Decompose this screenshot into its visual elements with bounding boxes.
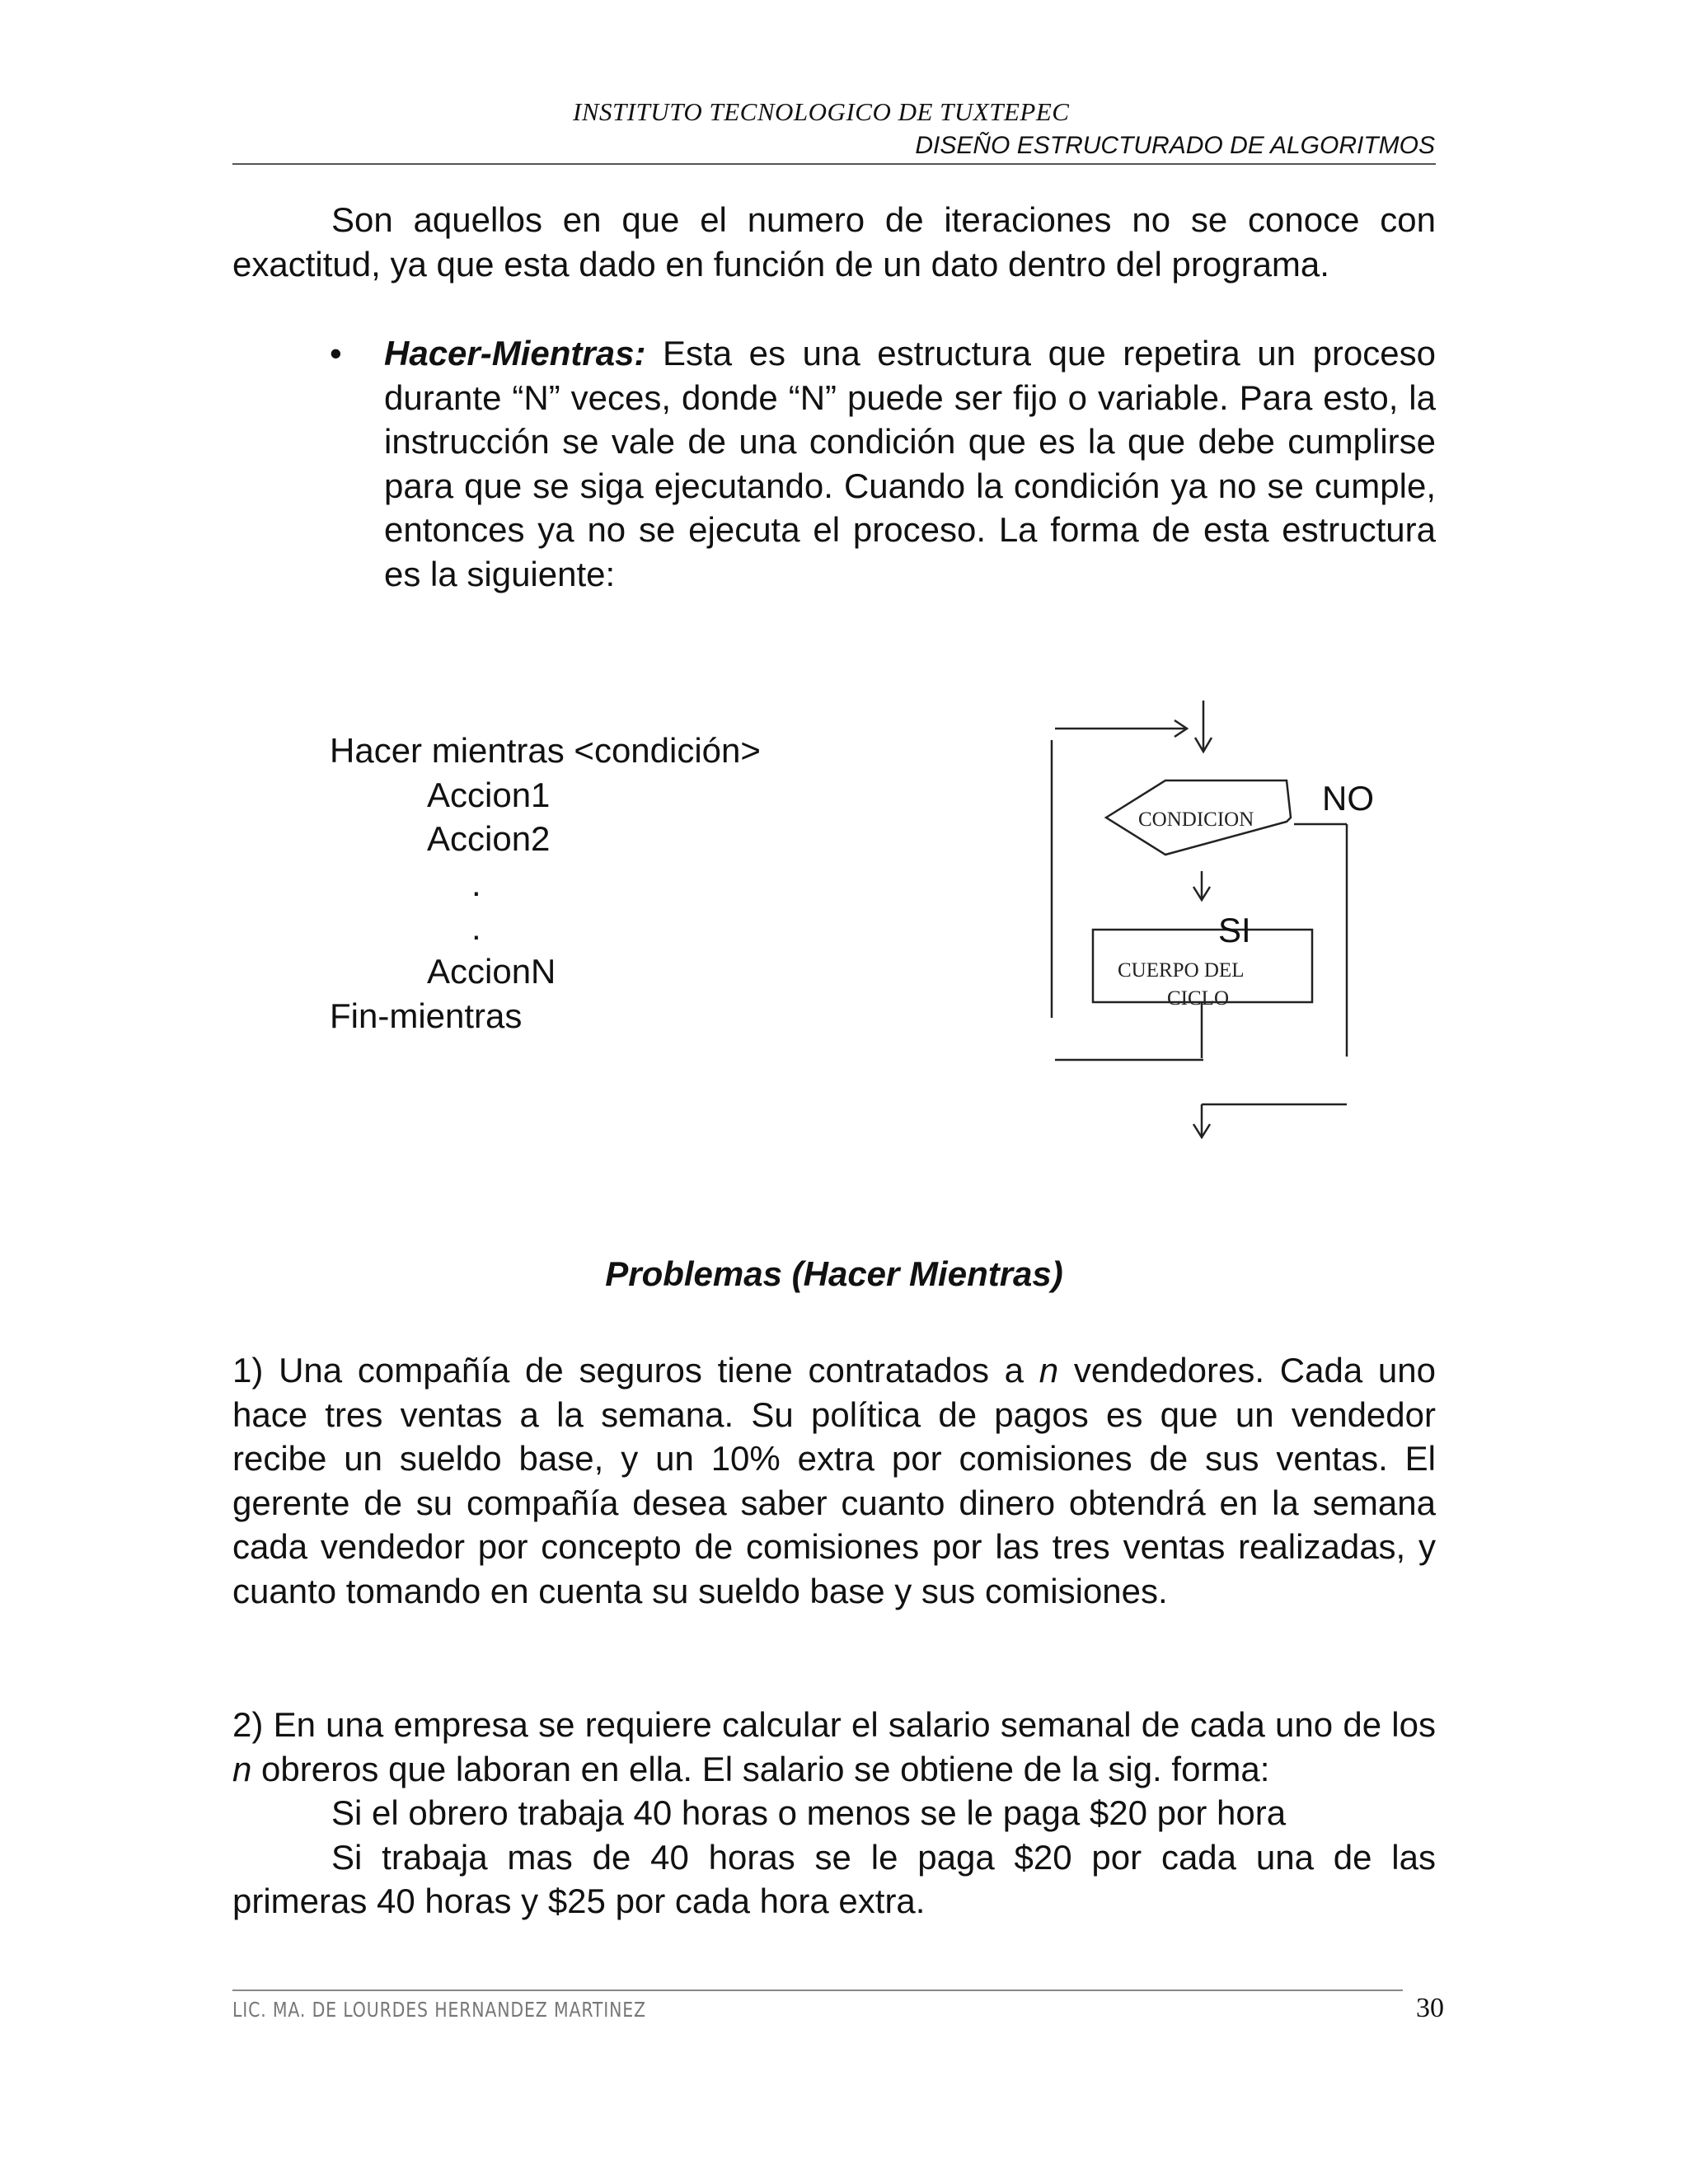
header-divider	[232, 163, 1436, 165]
problem-1-text-b: vendedores. Cada uno hace tres ventas a la semana. Su política de pagos es que un vendedor recibe un sueldo base, y un 10% extra por comisiones de sus ventas. El gerente de su compañía desea saber cuanto dinero obtendrá en la semana cada vendedor por concepto de comisiones por las tres ventas realizadas, y cuanto tomando en cuenta su sueldo base y sus comisiones.	[232, 1351, 1436, 1610]
bullet-description: Esta es una estructura que repetira un proceso durante “N” veces, donde “N” puede ser fijo o variable. Para esto, la instrucción se vale de una condición que es la que debe cumplirse para que se siga ejecutando. Cuando la condición ya no se cumple, entonces ya no se ejecuta el proceso. La forma de esta estructura es la siguiente:	[384, 334, 1436, 593]
pseudocode-end: Fin-mientras	[330, 996, 523, 1035]
no-label: NO	[1322, 779, 1374, 818]
bullet-dot-icon: •	[330, 334, 342, 373]
footer-author: LIC. MA. DE LOURDES HERNANDEZ MARTINEZ	[232, 1998, 646, 2022]
problem-2-rule-1: Si el obrero trabaja 40 horas o menos se le paga $20 por hora	[331, 1793, 1287, 1832]
problem-2-text-b: obreros que laboran en ella. El salario se obtiene de la sig. forma:	[251, 1749, 1270, 1788]
footer-divider	[232, 1990, 1403, 1991]
while-loop-flowchart	[1039, 692, 1401, 1154]
problem-1-variable: n	[1039, 1351, 1059, 1390]
problem-2-variable: n	[232, 1749, 252, 1788]
bullet-term: Hacer-Mientras:	[384, 334, 646, 373]
pseudocode-actionN: AccionN	[427, 952, 556, 991]
bullet-item-hacer-mientras	[330, 331, 1436, 596]
problem-1-text-a: 1) Una compañía de seguros tiene contratados a	[232, 1351, 1039, 1390]
header-course: DISEÑO ESTRUCTURADO DE ALGORITMOS	[915, 132, 1435, 159]
pseudocode-action1: Accion1	[427, 776, 551, 814]
page-number: 30	[1416, 1993, 1444, 2023]
problem-2	[232, 1703, 1436, 1924]
body-label-line2: CICLO	[1167, 987, 1229, 1010]
pseudocode-ellipsis-2: .	[471, 908, 481, 947]
body-label-line1: CUERPO DEL	[1118, 959, 1245, 982]
condition-label: CONDICION	[1138, 808, 1254, 831]
problem-2-intro	[232, 1703, 1436, 1791]
pseudocode-ellipsis-1: .	[471, 865, 481, 903]
problem-2-rule-2: Si trabaja mas de 40 horas se le paga $20 por cada una de las primeras 40 horas y $25 por cada hora extra.	[232, 1837, 1436, 1920]
intro-paragraph: Son aquellos en que el numero de iteraciones no se conoce con exactitud, ya que esta dado en función de un dato dentro del programa.	[232, 200, 1436, 284]
problems-title: Problemas (Hacer Mientras)	[605, 1254, 1063, 1293]
problem-1	[232, 1348, 1436, 1613]
pseudocode-start: Hacer mientras <condición>	[330, 731, 761, 770]
problem-2-text-a: 2) En una empresa se requiere calcular el salario semanal de cada uno de los	[232, 1705, 1436, 1744]
yes-label: SI	[1218, 911, 1251, 949]
pseudocode-action2: Accion2	[427, 819, 551, 858]
header-institution: INSTITUTO TECNOLOGICO DE TUXTEPEC	[573, 97, 1070, 126]
